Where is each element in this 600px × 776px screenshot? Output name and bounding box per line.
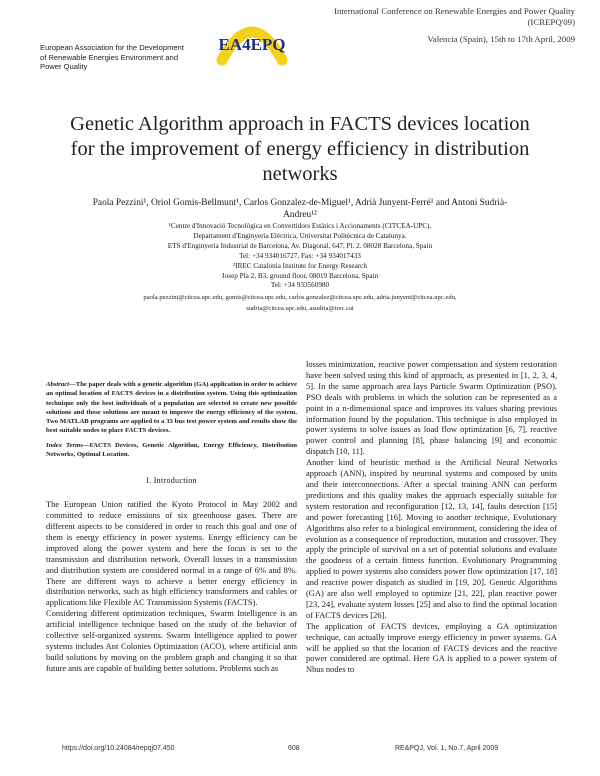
author-emails [70,292,530,314]
index-terms-lead: Index Terms [46,441,83,449]
conference-place-date: Valencia (Spain), 15th to 17th April, 2009 [427,34,575,44]
ea4epq-logo [208,10,296,66]
section-heading: I. Introduction [146,476,197,486]
body-paragraph: Considering different optimization techniques, Swarm Intelligence is an artificial intelligence technique based on the study of the behavior of collective self-organized systems. Swarm Intelligence applied to power systems includes Ant Colonies Optimization (ACO), where artificial ants build solutions by moving on the problem graph and changing it so that future ants are capable of building better solutions. Problems such as [46,608,297,673]
footer-journal-ref: RE&PQJ, Vol. 1, No.7, April 2009 [395,745,499,752]
affiliations [120,222,480,291]
left-column [46,380,297,674]
affiliation-line: ETS d'Enginyeria Industrial de Barcelona, Av. Diagonal, 647, Pl. 2. 08028 Barcelona, Spain [167,241,433,250]
abstract-lead: Abstract [46,381,70,388]
index-terms [46,441,297,460]
paper-title: Genetic Algorithm approach in FACTS devices location for the improvement of energy efficiency in distribution networks [70,113,530,185]
conference-name: International Conference on Renewable Energies and Power Quality (ICREPQ'09) [334,6,575,27]
affiliation-line: Tel: +34 933560980 [270,281,330,290]
affiliation-line: Departament d'Enginyeria Elèctrica, Universitat Politècnica de Catalunya. [193,231,407,240]
body-paragraph: losses minimization, reactive power compensation and system restoration have been solved using this kind of approach, as presented in [1, 2, 3, 4, 5]. In the same approach area lays Particle Swarm Optimization (PSO). PSO deals with problems in which the solution can be represented as a point in a n-dimensional space and improves its values sharing previous information found by the population. This technique is also employed in power systems to solve issues as load flow optimization [6, 7], reactive power control and planning [8], phase balancing [9] and economic dispatch [10, 11]. [306,359,557,457]
index-terms-text: —FACTS Devices, Genetic Algorithm, Energy Efficiency, Distribution Networks, Optimal Location. [46,441,298,459]
logo-text: EA4EPQ [218,35,286,54]
affiliation-line: Tel: +34 934016727, Fax: +34 934017433 [239,251,361,260]
right-column [306,359,557,675]
body-paragraph: The application of FACTS devices, employing a GA optimization technique, can actually improve energy efficiency in power systems. GA will be applied so that the location of FACTS devices and the reactive power considered are optimal. Here GA is applied to a power system of Nbus nodes to [306,620,557,675]
abstract [46,380,297,436]
affiliation-line: ¹Centre d'Innovació Tecnològica en Convertidors Estàtics i Accionaments (CITCEA-UPC), [168,222,432,230]
email-line: sudria@citcea.upc.edu, asudria@irec.cat [246,305,354,312]
conference-header [310,6,575,45]
email-line: paola.pezzini@citcea.upc.edu, gomis@citcea.upc.edu, carlos.gonzalez@citcea.upc.edu, adria.junyent@citcea.upc.edu, [143,294,457,301]
body-paragraph: The European Union ratified the Kyoto Protocol in May 2002 and committed to reduce emissions of six greenhouse gases. There are different aspects to be considered in order to reach this goal and one of them is energy efficiency in power systems. Energy efficiency can be improved along the power system and here the focus is set to the transmission and distribution network. Overall losses in a transmission and distribution system are considered normal in a range of 6% and 8%. There are different ways to achieve a better energy efficiency in distribution networks, such as high efficiency transformers and cables or applications like Flexible AC Transmission Systems (FACTS). [46,499,297,608]
footer-page-number: 608 [288,745,300,752]
body-paragraph: Another kind of heuristic method is the Artificial Neural Networks approach (ANN), inspired by neuronal systems and composed by units and their interconnections. After a special training ANN can perform predictions and this quality makes the approach especially suitable for system restoration and reconfiguration [12, 13, 14], faults detection [15] and power forecasting [16]. Moving to another technique, Evolutionary Algorithms also refer to a biological environment, considering the idea of evolution as a consequence of reproduction, mutation and crossover. They apply the principle of survival on a set of potential solutions and evaluate the goodness of a certain fitness function. Evolutionary Programming applied to power systems also considers power flow optimization [17, 18] and reactive power dispatch as studied in [19, 20]. Genetic Algorithms (GA) are also well employed to optimize [21, 22], plan reactive power [23, 24], evaluate system losses [25] and also to find the optimal location of FACTS devices [26]. [306,457,557,620]
abstract-text: —The paper deals with a genetic algorithm (GA) application in order to achieve an optimal location of FACTS devices in a distribution system. Using this optimization technique only the best individuals of a population are selected to create new possible solutions and these solutions are meant to improve the energy efficiency of the system. Two MATLAB programs are applied to a 33 bus test power system and results show the best suitable nodes to place FACTS devices. [46,381,297,435]
footer-doi[interactable]: https://doi.org/10.24084/repqj07.450 [62,745,175,752]
affiliation-line: ²IREC Catalonia Institute for Energy Research [233,261,367,270]
association-name: European Association for the Development of Renewable Energies Environment and Power Quality [40,43,184,72]
affiliation-line: Josep Pla 2, B3, ground floor, 08019 Barcelona, Spain [221,271,379,280]
author-list: Paola Pezzini¹, Oriol Gomis-Bellmunt¹, Carlos Gonzalez-de-Miguel¹, Adrià Junyent-Ferré¹ and Antoni Sudrià-Andreu¹² [92,198,508,220]
